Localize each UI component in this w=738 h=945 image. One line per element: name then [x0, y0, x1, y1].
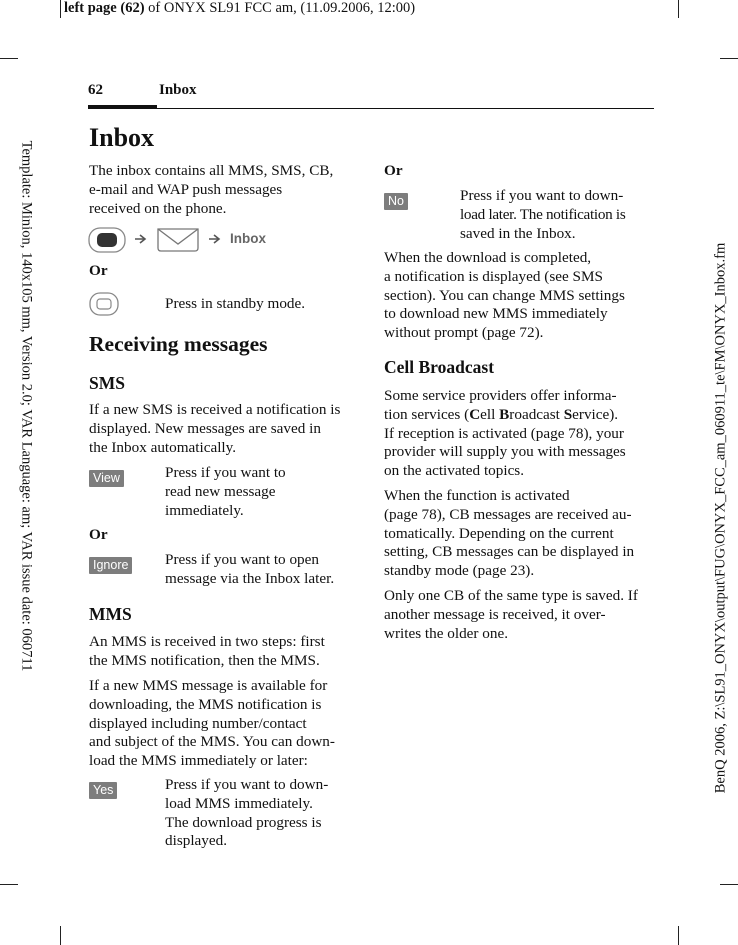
crop-mark [720, 884, 738, 885]
crop-mark [678, 926, 679, 945]
crop-mark [0, 884, 18, 885]
ignore-softkey[interactable]: Ignore [89, 554, 132, 574]
function-activated-paragraph: When the function is activated (page 78), CB messages are received au- tomatically. Depending on the current setting, CB messages can be displayed in standby mode (page 23). [384, 487, 635, 580]
view-text: Press if you want to read new message immediately. [165, 464, 286, 519]
or-label: Or [384, 162, 403, 179]
arrow-right-icon [208, 233, 222, 245]
mms-paragraph-2: If a new MMS message is available for downloading, the MMS notification is displayed including number/contact and subject of the MMS. You can down- load the MMS immediately or later: [89, 677, 335, 770]
no-softkey[interactable]: No [384, 190, 408, 210]
arrow-right-icon [134, 233, 148, 245]
or-label: Or [89, 526, 108, 543]
intro-paragraph: The inbox contains all MMS, SMS, CB, e-mail and WAP push messages received on the phone. [89, 162, 334, 217]
no-text: Press if you want to down- load later. The notification is saved in the Inbox. [460, 187, 626, 242]
receiving-heading: Receiving messages [89, 332, 268, 356]
sms-paragraph: If a new SMS is received a notification is displayed. New messages are saved in the Inbox automatically. [89, 401, 341, 456]
standby-text: Press in standby mode. [165, 295, 306, 312]
mms-heading: MMS [89, 604, 132, 624]
download-complete-paragraph: When the download is completed, a notification is displayed (see SMS section). You can change MMS settings to download new MMS immediately without prompt (page 72). [384, 249, 625, 342]
left-margin-note: Template: Minion, 140x105 mm, Version 2.0; VAR Language: am; VAR issue date: 060711 [18, 140, 35, 672]
page-title: Inbox [89, 123, 155, 152]
or-label: Or [89, 262, 108, 279]
nav-path-label: Inbox [230, 231, 266, 246]
crop-mark [60, 926, 61, 945]
envelope-icon [156, 227, 200, 253]
yes-text: Press if you want to down- load MMS immediately. The download progress is displayed. [165, 776, 329, 850]
right-margin-note: BenQ 2006, Z:\SL91_ONYX\output\FUG\ONYX_FCC_am_060911_te\FM\ONYX_Inbox.fm [712, 242, 729, 794]
nav-key-icon [88, 227, 126, 253]
view-softkey[interactable]: View [89, 467, 124, 487]
envelope-key-icon [89, 292, 121, 316]
crop-mark [0, 58, 18, 59]
crop-mark [720, 58, 738, 59]
print-header: left page (62) of ONYX SL91 FCC am, (11.09.2006, 12:00) [64, 0, 416, 16]
only-one-cb-paragraph: Only one CB of the same type is saved. If another message is received, it over- writes the older one. [384, 587, 638, 642]
crop-mark [60, 0, 61, 18]
header-rule [88, 108, 654, 109]
crop-mark [678, 0, 679, 18]
page-number: 62 [88, 82, 103, 98]
cell-broadcast-paragraph: Some service providers offer informa- tion services (Cell Broadcast Service). If reception is activated (page 78), your provider will supply you with messages on the activated topics. [384, 387, 626, 480]
cell-broadcast-heading: Cell Broadcast [384, 357, 495, 377]
ignore-text: Press if you want to open message via the Inbox later. [165, 551, 335, 587]
sms-heading: SMS [89, 373, 125, 393]
running-section: Inbox [159, 82, 197, 98]
mms-paragraph-1: An MMS is received in two steps: first the MMS notification, then the MMS. [89, 633, 325, 669]
yes-softkey[interactable]: Yes [89, 779, 117, 799]
